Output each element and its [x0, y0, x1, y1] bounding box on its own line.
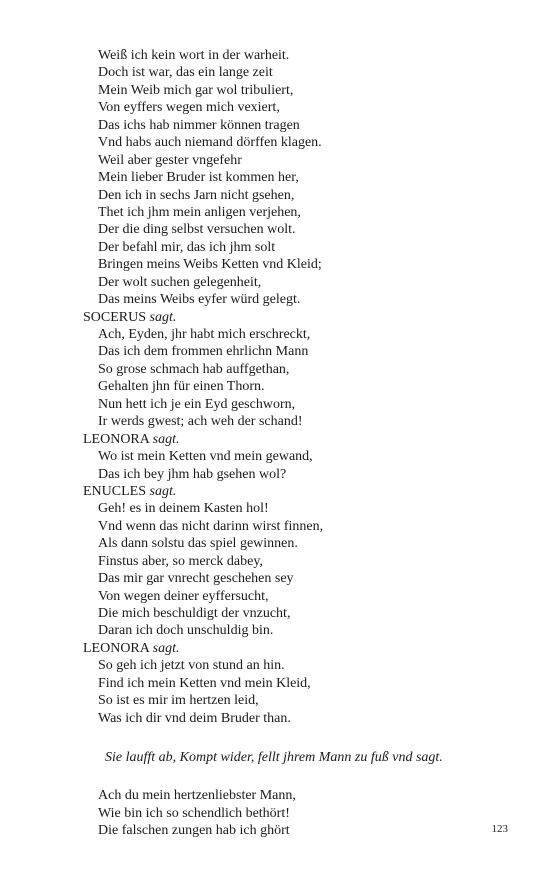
verse-line: Das mir gar vnrecht geschehen sey: [98, 571, 294, 587]
line-gap: [0, 770, 550, 787]
verse-line: Daran ich doch unschuldig bin.: [98, 623, 274, 639]
verse-line: So grose schmach hab auffgethan,: [98, 361, 290, 377]
verse-line: Die falschen zungen hab ich ghört: [98, 823, 290, 839]
verse-line: Den ich in sechs Jarn nicht gsehen,: [98, 187, 295, 203]
verse-line: Ach du mein hertzenliebster Mann,: [98, 788, 296, 804]
speaker-name: ENUCLES: [83, 483, 146, 499]
verse-line: Ir werds gwest; ach weh der schand!: [98, 414, 303, 430]
verse-line: Gehalten jhn für einen Thorn.: [98, 379, 265, 395]
verse-line: Die mich beschuldigt der vnzucht,: [98, 606, 291, 621]
speaker-name: LEONORA: [83, 640, 150, 656]
speaker-name: LEONORA: [83, 431, 150, 447]
stage-direction: Sie laufft ab, Kompt wider, fellt jhrem Mann zu fuß vnd sagt.: [105, 749, 443, 765]
verse-line: Mein Weib mich gar wol tribuliert,: [98, 82, 294, 98]
verse-line: Bringen meins Weibs Ketten vnd Kleid;: [98, 257, 322, 273]
verse-line: Ach, Eyden, jhr habt mich erschreckt,: [98, 327, 311, 342]
verse-line: Mein lieber Bruder ist kommen her,: [98, 170, 299, 186]
verse-line: Finstus aber, so merck dabey,: [98, 553, 263, 569]
verse-line: Weil aber gester vngefehr: [98, 152, 242, 168]
verse-line: Vnd habs auch niemand dörffen klagen.: [98, 135, 322, 151]
verse-line: Doch ist war, das ein lange zeit: [98, 65, 273, 81]
verse-line: Von eyffers wegen mich vexiert,: [98, 100, 280, 116]
verse-line: Thet ich jhm mein anligen verjehen,: [98, 204, 301, 220]
verse-line: Von wegen deiner eyffersucht,: [98, 588, 269, 604]
speaker-tag: sagt.: [152, 640, 180, 656]
verse-line: Das ich dem frommen ehrlichn Mann: [98, 344, 309, 360]
play-text: [0, 47, 550, 840]
verse-line: Der die ding selbst versuchen wolt.: [98, 222, 296, 238]
verse-line: Der befahl mir, das ich jhm solt: [98, 239, 276, 255]
verse-line: Was ich dir vnd deim Bruder than.: [98, 710, 291, 726]
speaker-heading: [0, 640, 550, 657]
speaker-tag: sagt.: [149, 483, 177, 499]
verse-line: Vnd wenn das nicht darinn wirst finnen,: [98, 518, 324, 534]
verse-line: Wie bin ich so schendlich bethört!: [98, 805, 290, 821]
speaker-heading: [0, 483, 550, 500]
speaker-heading: [0, 431, 550, 448]
speaker-tag: sagt.: [149, 309, 177, 325]
verse-line: Weiß ich kein wort in der warheit.: [98, 48, 290, 63]
verse-line: Der wolt suchen gelegenheit,: [98, 274, 262, 290]
verse-line: Als dann solstu das spiel gewinnen.: [98, 536, 298, 552]
verse-line: Nun hett ich je ein Eyd geschworn,: [98, 396, 296, 412]
page-number: 123: [491, 823, 508, 835]
verse-line: So geh ich jetzt von stund an hin.: [98, 658, 285, 674]
speaker-name: SOCERUS: [83, 309, 147, 325]
verse-line: Das meins Weibs eyfer würd gelegt.: [98, 292, 301, 308]
verse-line: Wo ist mein Ketten vnd mein gewand,: [98, 449, 313, 465]
verse-line: So ist es mir im hertzen leid,: [98, 693, 259, 709]
verse-line: Geh! es in deinem Kasten hol!: [98, 501, 269, 517]
verse-line: Das ichs hab nimmer können tragen: [98, 117, 300, 133]
verse-line: Find ich mein Ketten vnd mein Kleid,: [98, 675, 311, 691]
speaker-heading: [0, 309, 550, 326]
line-gap: [0, 727, 550, 744]
verse-line: Das ich bey jhm hab gsehen wol?: [98, 466, 287, 482]
speaker-tag: sagt.: [152, 431, 180, 447]
